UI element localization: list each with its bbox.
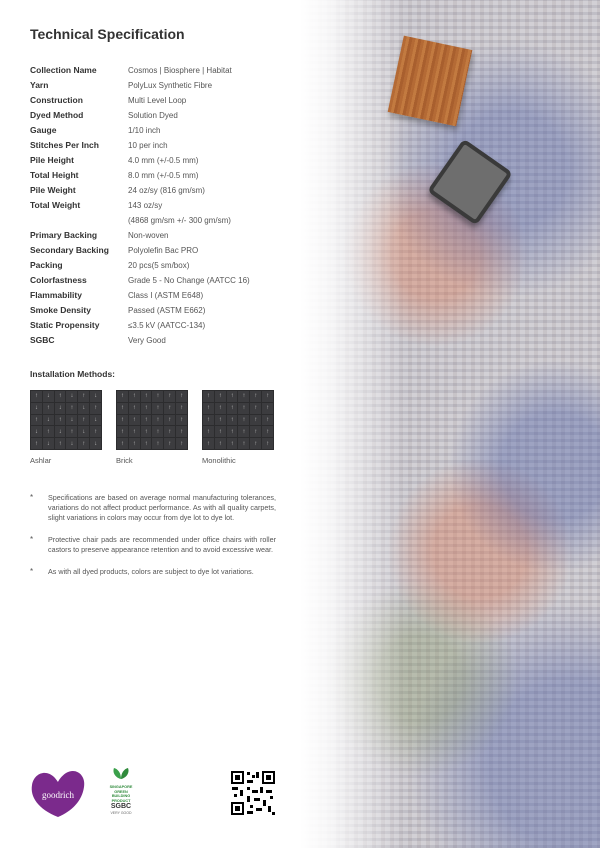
tile-arrow-icon: ↑ [117, 403, 128, 414]
spec-label: Pile Height [30, 155, 74, 165]
tile-arrow-icon: ↓ [31, 403, 42, 414]
tile-arrow-icon: ↑ [203, 403, 214, 414]
spec-row [30, 335, 290, 350]
tile-arrow-icon: ↓ [66, 391, 77, 402]
note-text: As with all dyed products, colors are subject to dye lot variations. [48, 567, 254, 576]
tile-arrow-icon: ↑ [141, 403, 152, 414]
tile-arrow-icon: ↑ [90, 403, 101, 414]
spec-label: Yarn [30, 80, 49, 90]
tile-arrow-icon: ↑ [215, 403, 226, 414]
method-ashlar [30, 390, 102, 465]
spec-row [30, 125, 290, 140]
spec-row [30, 230, 290, 245]
tile-arrow-icon: ↑ [141, 438, 152, 449]
spec-value: Class I (ASTM E648) [128, 291, 204, 300]
spec-row [30, 200, 290, 215]
tile-arrow-icon: ↑ [164, 438, 175, 449]
tile-arrow-icon: ↑ [31, 438, 42, 449]
spec-value: Passed (ASTM E662) [128, 306, 206, 315]
spec-row [30, 65, 290, 80]
tile-arrow-icon: ↑ [55, 391, 66, 402]
tile-arrow-icon: ↑ [238, 403, 249, 414]
monolithic-pattern-icon [202, 390, 274, 450]
spec-label: Construction [30, 95, 83, 105]
tile-arrow-icon: ↑ [238, 426, 249, 437]
tile-arrow-icon: ↑ [203, 415, 214, 426]
tile-arrow-icon: ↑ [176, 426, 187, 437]
tile-arrow-icon: ↑ [152, 426, 163, 437]
sgbc-line2: SGBC [110, 803, 132, 810]
chair-image [427, 139, 513, 226]
tile-arrow-icon: ↑ [262, 403, 273, 414]
spec-row [30, 80, 290, 95]
tile-arrow-icon: ↑ [250, 403, 261, 414]
tile-arrow-icon: ↑ [117, 438, 128, 449]
tile-arrow-icon: ↓ [90, 438, 101, 449]
sgbc-line3: VERY GOOD [110, 811, 132, 815]
tile-arrow-icon: ↓ [55, 426, 66, 437]
note-bullet: * [30, 493, 34, 502]
tile-arrow-icon: ↑ [203, 426, 214, 437]
spec-value: Cosmos | Biosphere | Habitat [128, 66, 232, 75]
spec-label: Flammability [30, 290, 82, 300]
tile-arrow-icon: ↑ [164, 426, 175, 437]
notes-list [30, 493, 276, 589]
spec-table [30, 65, 290, 350]
spec-value: 1/10 inch [128, 126, 161, 135]
spec-value-continued: (4868 gm/sm +/- 300 gm/sm) [128, 216, 231, 225]
tile-arrow-icon: ↑ [227, 415, 238, 426]
sgbc-line1: SINGAPORE GREEN BUILDING PRODUCT [109, 785, 133, 803]
note-text: Specifications are based on average normal manufacturing tolerances, variations do not affect product performance. As with all quality carpets, slight variations in colors may occur from dye lot to dye lot. [48, 493, 276, 522]
tile-arrow-icon: ↑ [55, 438, 66, 449]
tile-arrow-icon: ↑ [250, 438, 261, 449]
spec-value: PolyLux Synthetic Fibre [128, 81, 213, 90]
tile-arrow-icon: ↑ [66, 403, 77, 414]
tile-arrow-icon: ↑ [117, 426, 128, 437]
tile-arrow-icon: ↑ [176, 403, 187, 414]
spec-row [30, 305, 290, 320]
brand-wordmark: goodrich [42, 790, 74, 800]
tile-arrow-icon: ↑ [152, 391, 163, 402]
tile-arrow-icon: ↑ [164, 415, 175, 426]
tile-arrow-icon: ↓ [43, 438, 54, 449]
spec-label: Gauge [30, 125, 57, 135]
spec-label: Dyed Method [30, 110, 84, 120]
spec-row [30, 260, 290, 275]
spec-value: ≤3.5 kV (AATCC-134) [128, 321, 206, 330]
ashlar-pattern-icon [30, 390, 102, 450]
tile-arrow-icon: ↓ [90, 391, 101, 402]
spec-label: Colorfastness [30, 275, 87, 285]
tile-arrow-icon: ↑ [215, 415, 226, 426]
tile-arrow-icon: ↑ [262, 438, 273, 449]
note-bullet: * [30, 535, 34, 544]
tile-arrow-icon: ↑ [31, 415, 42, 426]
tile-arrow-icon: ↑ [203, 438, 214, 449]
tile-arrow-icon: ↑ [215, 426, 226, 437]
spec-value: Non-woven [128, 231, 169, 240]
tile-arrow-icon: ↑ [215, 438, 226, 449]
tile-arrow-icon: ↑ [250, 415, 261, 426]
tile-arrow-icon: ↑ [43, 426, 54, 437]
method-monolithic [202, 390, 274, 465]
tile-arrow-icon: ↓ [78, 426, 89, 437]
page-title: Technical Specification [30, 26, 185, 42]
tile-arrow-icon: ↑ [152, 403, 163, 414]
tile-arrow-icon: ↑ [141, 415, 152, 426]
tile-arrow-icon: ↑ [176, 415, 187, 426]
tile-arrow-icon: ↑ [262, 415, 273, 426]
tile-arrow-icon: ↑ [141, 426, 152, 437]
spec-label: Secondary Backing [30, 245, 109, 255]
qr-code-icon [230, 770, 276, 816]
tile-arrow-icon: ↑ [55, 415, 66, 426]
spec-label: Collection Name [30, 65, 97, 75]
tile-arrow-icon: ↓ [31, 426, 42, 437]
goodrich-logo [28, 765, 88, 821]
spec-label: Primary Backing [30, 230, 98, 240]
tile-arrow-icon: ↓ [90, 415, 101, 426]
tile-arrow-icon: ↑ [31, 391, 42, 402]
tile-arrow-icon: ↑ [164, 403, 175, 414]
tile-arrow-icon: ↑ [152, 415, 163, 426]
tile-arrow-icon: ↑ [78, 438, 89, 449]
tile-arrow-icon: ↑ [238, 415, 249, 426]
tile-arrow-icon: ↑ [215, 391, 226, 402]
tile-arrow-icon: ↑ [203, 391, 214, 402]
method-brick [116, 390, 188, 465]
spec-row [30, 95, 290, 110]
spec-value: 4.0 mm (+/-0.5 mm) [128, 156, 199, 165]
spec-label: Packing [30, 260, 63, 270]
spec-value: Very Good [128, 336, 166, 345]
tile-arrow-icon: ↑ [78, 391, 89, 402]
tile-arrow-icon: ↑ [262, 426, 273, 437]
tile-arrow-icon: ↑ [117, 415, 128, 426]
tile-arrow-icon: ↑ [176, 391, 187, 402]
spec-row [30, 275, 290, 290]
spec-row [30, 245, 290, 260]
spec-row [30, 140, 290, 155]
spec-value: Polyolefin Bac PRO [128, 246, 199, 255]
tile-arrow-icon: ↑ [129, 415, 140, 426]
method-label: Monolithic [202, 456, 236, 465]
tile-arrow-icon: ↑ [90, 426, 101, 437]
tile-arrow-icon: ↓ [66, 415, 77, 426]
tile-arrow-icon: ↑ [129, 426, 140, 437]
spec-value: Multi Level Loop [128, 96, 187, 105]
carpet-photo [300, 0, 600, 848]
note-text: Protective chair pads are recommended under office chairs with roller castors to preserve appearance retention and to avoid excessive wear. [48, 535, 276, 554]
note-item [30, 493, 276, 523]
leaf-icon [110, 766, 132, 780]
spec-value: Grade 5 - No Change (AATCC 16) [128, 276, 250, 285]
note-bullet: * [30, 567, 34, 576]
spec-label: Total Height [30, 170, 79, 180]
spec-value: Solution Dyed [128, 111, 178, 120]
sgbc-logo [106, 766, 136, 821]
tile-arrow-icon: ↑ [238, 438, 249, 449]
tile-arrow-icon: ↑ [227, 403, 238, 414]
spec-row [30, 185, 290, 200]
tile-arrow-icon: ↑ [250, 391, 261, 402]
spec-row [30, 170, 290, 185]
tile-arrow-icon: ↑ [129, 403, 140, 414]
tile-arrow-icon: ↑ [117, 391, 128, 402]
tile-arrow-icon: ↑ [250, 426, 261, 437]
tile-arrow-icon: ↑ [176, 438, 187, 449]
tile-arrow-icon: ↑ [129, 438, 140, 449]
method-label: Ashlar [30, 456, 52, 465]
tile-arrow-icon: ↑ [78, 415, 89, 426]
note-item [30, 567, 276, 577]
tile-arrow-icon: ↑ [129, 391, 140, 402]
wooden-table-image [388, 36, 473, 127]
tile-arrow-icon: ↑ [227, 426, 238, 437]
spec-row [30, 110, 290, 125]
tile-arrow-icon: ↑ [238, 391, 249, 402]
tile-arrow-icon: ↑ [43, 403, 54, 414]
spec-label: Total Weight [30, 200, 81, 210]
spec-label: Smoke Density [30, 305, 91, 315]
spec-value: 10 per inch [128, 141, 168, 150]
spec-value: 8.0 mm (+/-0.5 mm) [128, 171, 199, 180]
spec-label: Static Propensity [30, 320, 100, 330]
tile-arrow-icon: ↑ [262, 391, 273, 402]
spec-row [30, 155, 290, 170]
tile-arrow-icon: ↑ [141, 391, 152, 402]
spec-row [30, 320, 290, 335]
spec-value: 143 oz/sy [128, 201, 163, 210]
tile-arrow-icon: ↑ [227, 391, 238, 402]
note-item [30, 535, 276, 555]
tile-arrow-icon: ↓ [55, 403, 66, 414]
tile-arrow-icon: ↑ [152, 438, 163, 449]
method-label: Brick [116, 456, 133, 465]
tile-arrow-icon: ↑ [66, 426, 77, 437]
tile-arrow-icon: ↑ [164, 391, 175, 402]
spec-row [30, 290, 290, 305]
installation-methods [30, 390, 274, 465]
tile-arrow-icon: ↑ [227, 438, 238, 449]
tile-arrow-icon: ↓ [43, 415, 54, 426]
spec-value: 20 pcs(5 sm/box) [128, 261, 190, 270]
spec-label: Pile Weight [30, 185, 76, 195]
spec-label: Stitches Per Inch [30, 140, 99, 150]
brick-pattern-icon [116, 390, 188, 450]
spec-label: SGBC [30, 335, 55, 345]
tile-arrow-icon: ↓ [78, 403, 89, 414]
tile-arrow-icon: ↓ [66, 438, 77, 449]
installation-heading: Installation Methods: [30, 369, 115, 379]
spec-value: 24 oz/sy (816 gm/sm) [128, 186, 205, 195]
tile-arrow-icon: ↓ [43, 391, 54, 402]
